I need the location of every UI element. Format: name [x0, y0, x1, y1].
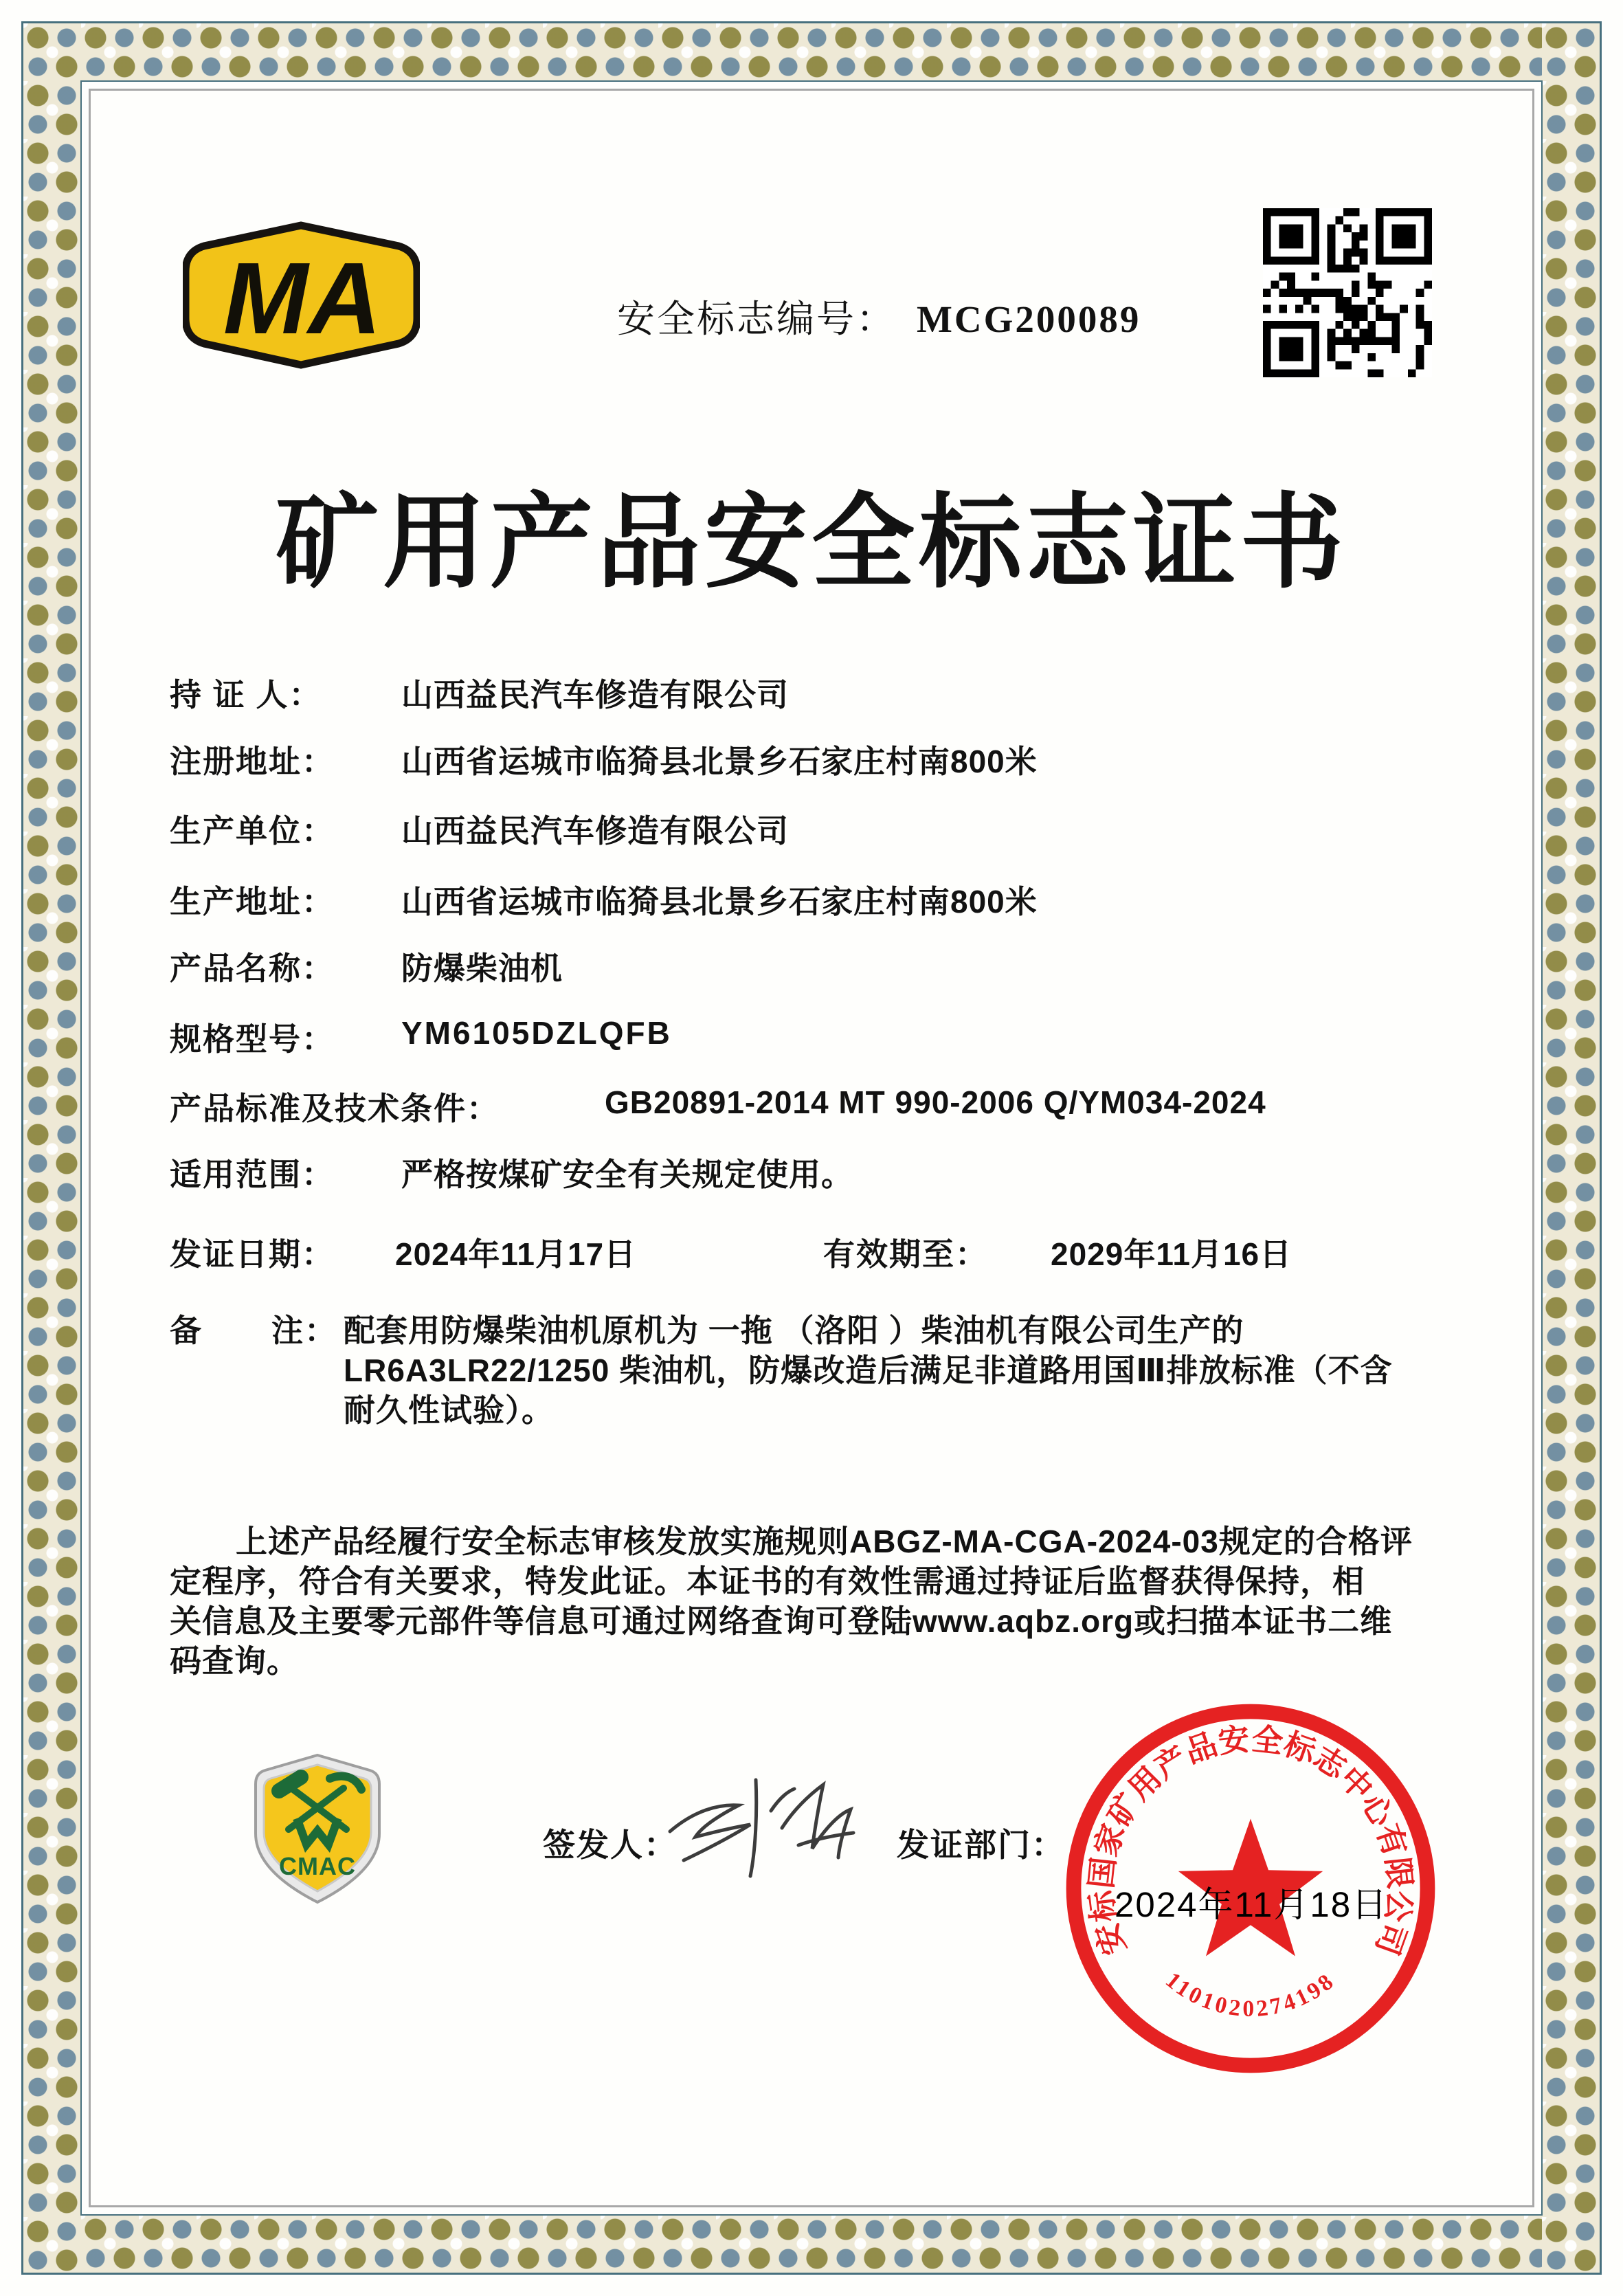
- statement-line-2: 定程序，符合有关要求，特发此证。本证书的有效性需通过持证后监督获得保持，相: [170, 1563, 1365, 1599]
- field-value-holder: 山西益民汽车修造有限公司: [401, 677, 789, 713]
- field-label-scope: 适用范围：: [170, 1157, 335, 1192]
- mark-number-line: [617, 289, 1141, 343]
- field-value-production-address: 山西省运城市临猗县北景乡石家庄村南800米: [401, 884, 1038, 919]
- cmac-logo-letters: CMAC: [279, 1852, 356, 1880]
- valid-until-label: 有效期至：: [823, 1236, 988, 1272]
- statement-line-1: 上述产品经履行安全标志审核发放实施规则ABGZ-MA-CGA-2024-03规定的合格评: [236, 1524, 1413, 1559]
- signer-label: 签发人：: [543, 1827, 678, 1863]
- field-label-registered-address: 注册地址：: [170, 744, 335, 779]
- mark-number-value: MCG200089: [917, 298, 1141, 340]
- remark-line-1: 配套用防爆柴油机原机为 一拖 （洛阳 ）柴油机有限公司生产的: [344, 1313, 1244, 1348]
- field-label-production-address: 生产地址：: [170, 884, 335, 919]
- signature: [653, 1742, 873, 1914]
- remark-line-3: 耐久性试验）。: [344, 1392, 554, 1428]
- certificate-title: 矿用产品安全标志证书: [275, 482, 1347, 603]
- ma-safety-logo: [183, 221, 420, 369]
- field-label-product-name: 产品名称：: [170, 950, 335, 986]
- remark-label-zhu: 注：: [271, 1313, 337, 1348]
- field-value-model: YM6105DZLQFB: [401, 1015, 672, 1051]
- field-value-product-name: 防爆柴油机: [401, 950, 563, 986]
- issue-date-label: 发证日期：: [170, 1236, 335, 1272]
- svg-text:1101020274198: [1161, 1968, 1340, 2022]
- mark-number-label: 安全标志编号：: [617, 298, 897, 340]
- seal-number-text: 1101020274198: [1161, 1967, 1341, 2022]
- issue-date-value: 2024年11月17日: [395, 1236, 637, 1272]
- statement-line-4: 码查询。: [170, 1643, 299, 1679]
- issuing-dept-label: 发证部门：: [897, 1827, 1065, 1863]
- field-value-standards: GB20891-2014 MT 990-2006 Q/YM034-2024: [605, 1084, 1266, 1120]
- cmac-logo: [249, 1752, 386, 1906]
- ma-logo-letters: MA: [223, 242, 382, 355]
- field-value-manufacturer: 山西益民汽车修造有限公司: [401, 813, 789, 849]
- field-label-standards: 产品标准及技术条件：: [170, 1091, 500, 1126]
- statement-line-3: 关信息及主要零元部件等信息可通过网络查询可登陆www.aqbz.org或扫描本证书二维: [170, 1603, 1393, 1639]
- seal-company-text: 安标国家矿用产品安全标志中心有限公司: [1083, 1721, 1418, 1960]
- field-label-holder: 持 证 人：: [170, 677, 322, 713]
- remark-line-2: LR6A3LR22/1250 柴油机，防爆改造后满足非道路用国Ⅲ排放标准（不含: [344, 1352, 1393, 1388]
- field-label-model: 规格型号：: [170, 1021, 335, 1057]
- remark-label-bei: 备: [170, 1313, 203, 1348]
- field-value-registered-address: 山西省运城市临猗县北景乡石家庄村南800米: [401, 744, 1038, 779]
- field-label-manufacturer: 生产单位：: [170, 813, 335, 849]
- seal-date: 2024年11月18日: [1115, 1885, 1389, 1924]
- qr-code: [1263, 208, 1432, 377]
- valid-until-value: 2029年11月16日: [1051, 1236, 1292, 1272]
- field-value-scope: 严格按煤矿安全有关规定使用。: [401, 1157, 853, 1192]
